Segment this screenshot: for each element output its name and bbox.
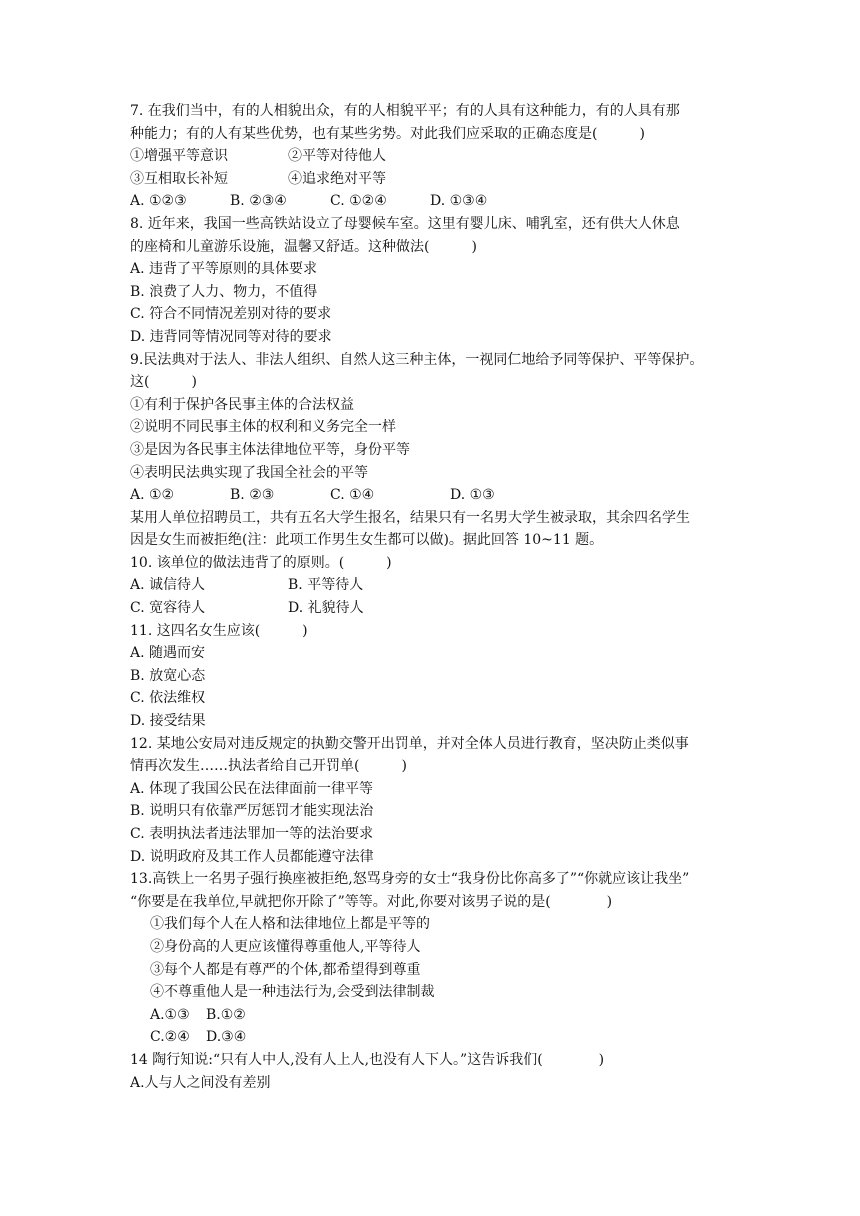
question-13-item-2: ②身份高的人更应该懂得尊重他人,平等待人 bbox=[150, 938, 421, 955]
question-7-items-row-2 bbox=[130, 168, 742, 191]
question-10-options-row-1 bbox=[130, 574, 742, 597]
question-7-item-2: ②平等对待他人 bbox=[288, 148, 386, 165]
question-12-option-d: D. 说明政府及其工作人员都能遵守法律 bbox=[130, 848, 374, 865]
question-13-item-1: ①我们每个人在人格和法律地位上都是平等的 bbox=[150, 916, 430, 933]
question-13-options-row-2 bbox=[130, 1026, 742, 1049]
question-9-item-2: ②说明不同民事主体的权利和义务完全一样 bbox=[130, 419, 396, 436]
question-9 bbox=[130, 349, 742, 507]
question-9-item-1: ①有利于保护各民事主体的合法权益 bbox=[130, 396, 354, 413]
question-12-stem-line-1: 12. 某地公安局对违反规定的执勤交警开出罚单，并对全体人员进行教育，坚决防止类似事 bbox=[130, 735, 689, 752]
question-13-stem-line-2: “你要是在我单位,早就把你开除了”等等。对此,你要对该男子说的是( ) bbox=[130, 893, 613, 910]
question-13-option-c: C.②④ bbox=[150, 1029, 190, 1046]
question-7-stem-line-1: 7. 在我们当中，有的人相貌出众，有的人相貌平平；有的人具有这种能力，有的人具有那 bbox=[130, 103, 680, 119]
question-8-option-d: D. 违背同等情况同等对待的要求 bbox=[130, 328, 332, 345]
question-13-options-row-1 bbox=[130, 1004, 742, 1027]
question-14-option-a: A.人与人之间没有差别 bbox=[130, 1074, 271, 1091]
material-line-2: 因是女生而被拒绝(注：此项工作男生女生都可以做)。据此回答 10~11 题。 bbox=[130, 532, 604, 549]
question-8-stem-line-1: 8. 近年来，我国一些高铁站设立了母婴候车室。这里有婴儿床、哺乳室，还有供大人休息 bbox=[130, 215, 680, 232]
question-7-item-4: ④追求绝对平等 bbox=[288, 170, 386, 187]
question-11-option-a: A. 随遇而安 bbox=[130, 645, 206, 662]
question-7-stem-line-2: 种能力；有的人有某些优势，也有某些劣势。对此我们应采取的正确态度是( ) bbox=[130, 125, 645, 142]
question-9-stem-line-2: 这( ) bbox=[130, 374, 197, 391]
question-10-option-d: D. 礼貌待人 bbox=[288, 600, 364, 617]
question-7-option-d: D. ①③④ bbox=[430, 193, 488, 210]
question-8-option-c: C. 符合不同情况差别对待的要求 bbox=[130, 306, 332, 323]
question-10-option-c: C. 宽容待人 bbox=[130, 600, 206, 617]
question-content bbox=[130, 100, 742, 1094]
question-14 bbox=[130, 1049, 742, 1094]
question-7-options bbox=[130, 190, 742, 213]
question-9-stem-line-1: 9.民法典对于法人、非法人组织、自然人这三种主体，一视同仁地给予同等保护、平等保护。 bbox=[130, 351, 704, 368]
question-14-stem: 14 陶行知说:“只有人中人,没有人上人,也没有人下人。”这告诉我们( ) bbox=[130, 1051, 605, 1068]
question-10-options-row-2 bbox=[130, 597, 742, 620]
question-9-item-3: ③是因为各民事主体法律地位平等，身份平等 bbox=[130, 441, 410, 458]
question-11-option-b: B. 放宽心态 bbox=[130, 667, 206, 684]
question-7-item-3: ③互相取长补短 bbox=[130, 170, 228, 187]
question-9-option-c: C. ①④ bbox=[330, 487, 375, 504]
question-9-options bbox=[130, 484, 742, 507]
question-8-stem-line-2: 的座椅和儿童游乐设施，温馨又舒适。这种做法( ) bbox=[130, 238, 477, 255]
question-11-stem: 11. 这四名女生应该( ) bbox=[130, 622, 308, 639]
question-8-option-a: A. 违背了平等原则的具体要求 bbox=[130, 261, 318, 278]
question-12-option-c: C. 表明执法者违法罪加一等的法治要求 bbox=[130, 826, 374, 842]
question-13-stem-line-1: 13.高铁上一名男子强行换座被拒绝,怒骂身旁的女士“我身份比你高多了”“你就应该让我坐” bbox=[130, 871, 690, 888]
question-9-option-a: A. ①② bbox=[130, 487, 175, 504]
question-9-option-d: D. ①③ bbox=[450, 487, 495, 504]
question-11-option-c: C. 依法维权 bbox=[130, 690, 206, 707]
question-10-option-b: B. 平等待人 bbox=[288, 577, 364, 594]
question-12-option-a: A. 体现了我国公民在法律面前一律平等 bbox=[130, 780, 374, 797]
question-7-items-row-1 bbox=[130, 145, 742, 168]
question-8 bbox=[130, 213, 742, 349]
question-13-item-3: ③每个人都是有尊严的个体,都希望得到尊重 bbox=[150, 961, 421, 978]
material-line-1: 某用人单位招聘员工，共有五名大学生报名，结果只有一名男大学生被录取，其余四名学生 bbox=[130, 509, 690, 526]
question-13-item-4: ④不尊重他人是一种违法行为,会受到法律制裁 bbox=[150, 984, 435, 1001]
question-8-option-b: B. 浪费了人力、物力，不值得 bbox=[130, 283, 318, 300]
question-11 bbox=[130, 620, 742, 733]
question-10-option-a: A. 诚信待人 bbox=[130, 577, 206, 594]
question-7-option-b: B. ②③④ bbox=[230, 193, 287, 210]
question-12-stem-line-2: 情再次发生……执法者给自己开罚单( ) bbox=[130, 758, 407, 775]
question-12-option-b: B. 说明只有依靠严厉惩罚才能实现法治 bbox=[130, 803, 374, 820]
question-13-option-d: D.③④ bbox=[206, 1029, 247, 1046]
question-7-option-a: A. ①②③ bbox=[130, 193, 187, 210]
question-13-option-b: B.①② bbox=[206, 1006, 246, 1023]
question-13-option-a: A.①③ bbox=[150, 1006, 190, 1023]
question-10 bbox=[130, 552, 742, 620]
question-11-option-d: D. 接受结果 bbox=[130, 713, 206, 730]
question-9-option-b: B. ②③ bbox=[230, 487, 275, 504]
material-passage bbox=[130, 507, 742, 552]
question-12 bbox=[130, 733, 742, 869]
question-10-stem: 10. 该单位的做法违背了的原则。( ) bbox=[130, 554, 392, 571]
question-7-option-c: C. ①②④ bbox=[330, 193, 387, 210]
question-13 bbox=[130, 868, 742, 1049]
question-9-item-4: ④表明民法典实现了我国全社会的平等 bbox=[130, 464, 368, 481]
question-7 bbox=[130, 100, 742, 213]
question-7-item-1: ①增强平等意识 bbox=[130, 148, 228, 165]
